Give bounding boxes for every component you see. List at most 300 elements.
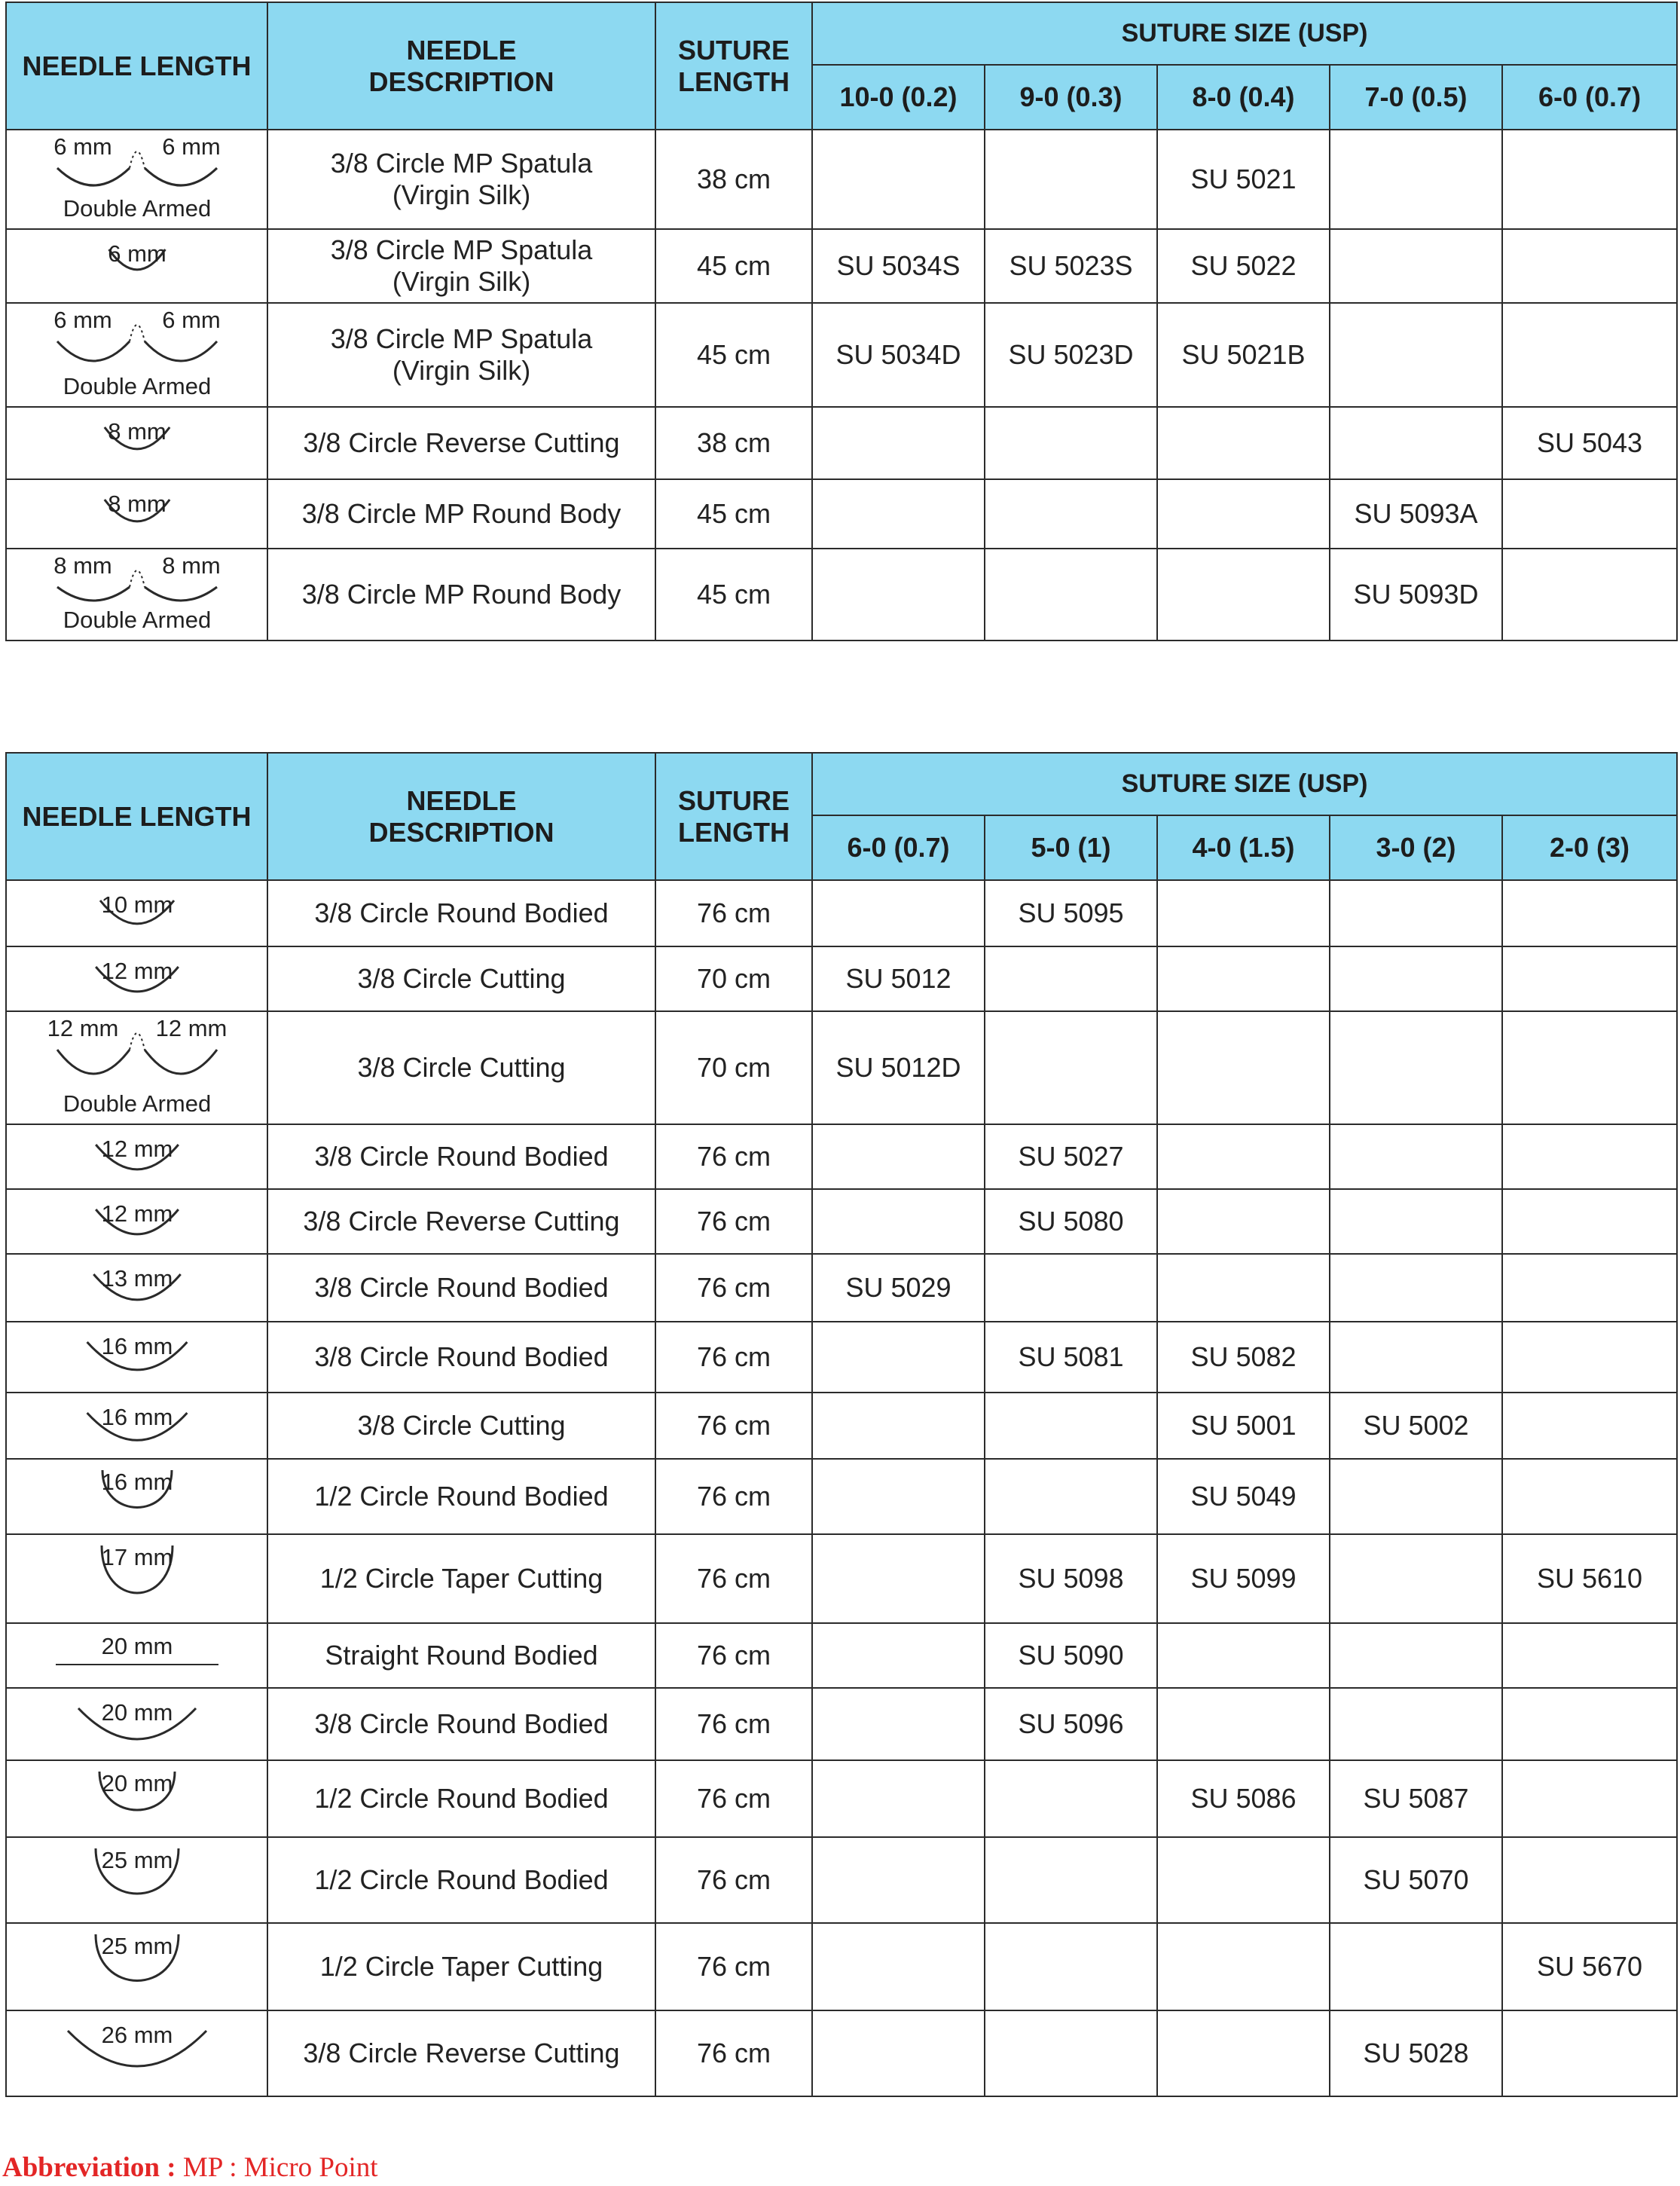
needle-description-cell bbox=[267, 2010, 655, 2096]
needle-description-line: 3/8 Circle MP Spatula bbox=[330, 148, 593, 179]
product-code-cell bbox=[1502, 1760, 1677, 1837]
needle-diagram bbox=[9, 1536, 265, 1621]
needle-diagram bbox=[9, 132, 265, 227]
product-code-cell: SU 5027 bbox=[985, 1124, 1157, 1189]
product-code-cell bbox=[1502, 1623, 1677, 1688]
table-row bbox=[6, 549, 1677, 641]
needle-description-line: 3/8 Circle Round Bodied bbox=[314, 897, 609, 928]
product-code-cell: SU 5028 bbox=[1330, 2010, 1502, 2096]
product-code-cell: SU 5001 bbox=[1157, 1393, 1330, 1459]
needle-description-cell bbox=[267, 407, 655, 479]
product-code-cell bbox=[1502, 229, 1677, 303]
product-code-cell bbox=[985, 946, 1157, 1011]
product-code-cell bbox=[1502, 946, 1677, 1011]
product-code-cell: SU 5093A bbox=[1330, 479, 1502, 549]
product-code-cell: SU 5086 bbox=[1157, 1760, 1330, 1837]
product-code-cell: SU 5090 bbox=[985, 1623, 1157, 1688]
header-size-col-4: 6-0 (0.7) bbox=[1502, 65, 1677, 130]
product-code-cell bbox=[1330, 1189, 1502, 1254]
needle-description-cell bbox=[267, 1189, 655, 1254]
product-code-cell bbox=[1157, 880, 1330, 946]
needle-length-label-2: 12 mm bbox=[155, 1015, 227, 1041]
product-code-cell bbox=[1502, 1688, 1677, 1760]
needle-arc-left bbox=[57, 587, 130, 601]
needle-description-cell bbox=[267, 1011, 655, 1124]
needle-diagram bbox=[9, 1925, 265, 2008]
suture-length-cell: 76 cm bbox=[655, 1124, 812, 1189]
suture-length-cell: 76 cm bbox=[655, 1322, 812, 1393]
product-code-cell bbox=[1330, 1254, 1502, 1322]
suture-length-cell: 38 cm bbox=[655, 407, 812, 479]
needle-length-label: 12 mm bbox=[47, 1015, 118, 1041]
needle-description-cell bbox=[267, 1837, 655, 1923]
needle-length-cell bbox=[6, 1254, 267, 1322]
needle-description-cell bbox=[267, 1459, 655, 1534]
needle-length-label: 6 mm bbox=[53, 307, 112, 333]
needle-description-line: 3/8 Circle Reverse Cutting bbox=[303, 427, 620, 458]
suture-table-1 bbox=[5, 2, 1678, 641]
product-code-cell bbox=[812, 1760, 985, 1837]
header-line: LENGTH bbox=[678, 66, 790, 97]
product-code-cell: SU 5012D bbox=[812, 1011, 985, 1124]
needle-length-cell bbox=[6, 303, 267, 407]
product-code-cell: SU 5099 bbox=[1157, 1534, 1330, 1623]
needle-diagram bbox=[9, 882, 265, 944]
needle-length-cell bbox=[6, 1534, 267, 1623]
suture-length-cell: 76 cm bbox=[655, 1393, 812, 1459]
header-line: NEEDLE bbox=[406, 784, 517, 816]
product-code-cell bbox=[985, 549, 1157, 641]
product-code-cell bbox=[812, 1393, 985, 1459]
needle-length-cell bbox=[6, 549, 267, 641]
needle-length-label: 8 mm bbox=[107, 418, 166, 445]
needle-length-label: 16 mm bbox=[101, 1469, 173, 1495]
product-code-cell bbox=[1502, 1124, 1677, 1189]
product-code-cell bbox=[1330, 130, 1502, 229]
needle-length-label: 16 mm bbox=[101, 1404, 173, 1430]
product-code-cell bbox=[1330, 229, 1502, 303]
needle-description-line: 3/8 Circle MP Round Body bbox=[301, 579, 622, 610]
table-row bbox=[6, 1254, 1677, 1322]
product-code-cell bbox=[985, 479, 1157, 549]
product-code-cell bbox=[1157, 2010, 1330, 2096]
product-code-cell bbox=[1502, 2010, 1677, 2096]
product-code-cell: SU 5002 bbox=[1330, 1393, 1502, 1459]
suture-length-cell: 76 cm bbox=[655, 1189, 812, 1254]
product-code-cell: SU 5093D bbox=[1330, 549, 1502, 641]
table-row bbox=[6, 407, 1677, 479]
needle-diagram bbox=[9, 1625, 265, 1686]
product-code-cell bbox=[812, 1837, 985, 1923]
header-size-col-2: 8-0 (0.4) bbox=[1157, 65, 1330, 130]
needle-description-cell bbox=[267, 1760, 655, 1837]
needle-caption: Double Armed bbox=[63, 195, 211, 222]
header-suture-size: SUTURE SIZE (USP) bbox=[812, 753, 1677, 815]
needle-description-line: 3/8 Circle Round Bodied bbox=[314, 1708, 609, 1739]
suture-length-cell: 76 cm bbox=[655, 1254, 812, 1322]
product-code-cell bbox=[1157, 1688, 1330, 1760]
needle-length-label: 10 mm bbox=[101, 891, 173, 918]
needle-description-cell bbox=[267, 549, 655, 641]
needle-length-label: 20 mm bbox=[101, 1633, 173, 1659]
product-code-cell bbox=[1502, 880, 1677, 946]
needle-length-label: 16 mm bbox=[101, 1333, 173, 1359]
product-code-cell: SU 5022 bbox=[1157, 229, 1330, 303]
needle-diagram bbox=[9, 1395, 265, 1457]
product-code-cell: SU 5096 bbox=[985, 1688, 1157, 1760]
needle-length-label: 12 mm bbox=[101, 958, 173, 984]
header-size-col-3: 3-0 (2) bbox=[1330, 815, 1502, 880]
suture-length-cell: 70 cm bbox=[655, 946, 812, 1011]
suture-thread bbox=[130, 1033, 145, 1050]
abbreviation-note bbox=[2, 2151, 378, 2184]
product-code-cell bbox=[985, 1923, 1157, 2010]
product-code-cell bbox=[1330, 1011, 1502, 1124]
suture-length-cell: 76 cm bbox=[655, 1534, 812, 1623]
product-code-cell bbox=[985, 1760, 1157, 1837]
product-code-cell: SU 5081 bbox=[985, 1322, 1157, 1393]
needle-diagram bbox=[9, 2013, 265, 2094]
product-code-cell bbox=[1330, 1688, 1502, 1760]
needle-length-label-2: 6 mm bbox=[161, 307, 221, 333]
product-code-cell bbox=[1330, 1322, 1502, 1393]
needle-description-line: 3/8 Circle MP Spatula bbox=[330, 323, 593, 354]
product-code-cell bbox=[1157, 1837, 1330, 1923]
needle-length-label: 8 mm bbox=[107, 491, 166, 517]
header-size-col-0: 6-0 (0.7) bbox=[812, 815, 985, 880]
product-code-cell: SU 5034D bbox=[812, 303, 985, 407]
table-row bbox=[6, 2010, 1677, 2096]
product-code-cell bbox=[1330, 1459, 1502, 1534]
suture-length-cell: 76 cm bbox=[655, 880, 812, 946]
table-row bbox=[6, 880, 1677, 946]
needle-length-cell bbox=[6, 1393, 267, 1459]
table-row bbox=[6, 1459, 1677, 1534]
product-code-cell bbox=[1157, 1124, 1330, 1189]
product-code-cell: SU 5080 bbox=[985, 1189, 1157, 1254]
header-needle-length: NEEDLE LENGTH bbox=[6, 2, 267, 130]
header-needle-description bbox=[267, 753, 655, 880]
header-suture-size: SUTURE SIZE (USP) bbox=[812, 2, 1677, 65]
needle-length-label-2: 8 mm bbox=[161, 552, 221, 579]
needle-description-line: 3/8 Circle Reverse Cutting bbox=[303, 1206, 620, 1237]
needle-description-line: 1/2 Circle Taper Cutting bbox=[319, 1951, 603, 1982]
needle-diagram bbox=[9, 1839, 265, 1921]
needle-length-cell bbox=[6, 229, 267, 303]
product-code-cell bbox=[1502, 1254, 1677, 1322]
suture-thread bbox=[130, 325, 145, 341]
needle-length-cell bbox=[6, 880, 267, 946]
needle-description-line: (Virgin Silk) bbox=[392, 266, 531, 297]
suture-length-cell: 38 cm bbox=[655, 130, 812, 229]
product-code-cell bbox=[1502, 1459, 1677, 1534]
needle-length-label: 12 mm bbox=[101, 1136, 173, 1162]
product-code-cell bbox=[985, 1393, 1157, 1459]
needle-length-cell bbox=[6, 1322, 267, 1393]
product-code-cell bbox=[812, 1322, 985, 1393]
product-code-cell bbox=[1157, 1011, 1330, 1124]
product-code-cell: SU 5043 bbox=[1502, 407, 1677, 479]
product-code-cell bbox=[1330, 1923, 1502, 2010]
header-size-col-2: 4-0 (1.5) bbox=[1157, 815, 1330, 880]
needle-arc-left bbox=[57, 1050, 130, 1074]
product-code-cell bbox=[985, 2010, 1157, 2096]
needle-arc-right bbox=[145, 587, 217, 601]
needle-length-cell bbox=[6, 1623, 267, 1688]
header-line: DESCRIPTION bbox=[368, 66, 554, 97]
needle-diagram bbox=[9, 551, 265, 638]
product-code-cell: SU 5023S bbox=[985, 229, 1157, 303]
product-code-cell bbox=[812, 1923, 985, 2010]
needle-description-line: 1/2 Circle Round Bodied bbox=[314, 1481, 609, 1512]
product-code-cell bbox=[812, 880, 985, 946]
product-code-cell bbox=[812, 1688, 985, 1760]
table-row bbox=[6, 1124, 1677, 1189]
needle-arc-right bbox=[145, 168, 217, 185]
needle-length-cell bbox=[6, 1011, 267, 1124]
needle-diagram bbox=[9, 949, 265, 1009]
product-code-cell bbox=[985, 1011, 1157, 1124]
needle-length-cell bbox=[6, 1760, 267, 1837]
table-row bbox=[6, 946, 1677, 1011]
table-row bbox=[6, 130, 1677, 229]
table-row bbox=[6, 229, 1677, 303]
needle-length-cell bbox=[6, 946, 267, 1011]
product-code-cell: SU 5049 bbox=[1157, 1459, 1330, 1534]
needle-length-cell bbox=[6, 130, 267, 229]
needle-length-cell bbox=[6, 1459, 267, 1534]
suture-length-cell: 45 cm bbox=[655, 549, 812, 641]
product-code-cell bbox=[1330, 946, 1502, 1011]
product-code-cell bbox=[1330, 1534, 1502, 1623]
table-row bbox=[6, 1623, 1677, 1688]
abbreviation-label: Abbreviation : bbox=[2, 2152, 176, 2183]
product-code-cell bbox=[1330, 1623, 1502, 1688]
product-code-cell bbox=[1502, 303, 1677, 407]
table-row bbox=[6, 479, 1677, 549]
needle-diagram bbox=[9, 1690, 265, 1758]
needle-description-line: Straight Round Bodied bbox=[325, 1640, 598, 1671]
needle-length-label: 25 mm bbox=[101, 1847, 173, 1873]
needle-description-line: 3/8 Circle MP Round Body bbox=[301, 498, 622, 529]
needle-description-line: 1/2 Circle Taper Cutting bbox=[319, 1563, 603, 1594]
needle-length-label: 13 mm bbox=[101, 1265, 173, 1292]
needle-arc-right bbox=[145, 341, 217, 361]
needle-description-line: 3/8 Circle Round Bodied bbox=[314, 1141, 609, 1172]
needle-diagram bbox=[9, 1014, 265, 1122]
product-code-cell bbox=[1330, 1124, 1502, 1189]
product-code-cell: SU 5034S bbox=[812, 229, 985, 303]
product-code-cell: SU 5012 bbox=[812, 946, 985, 1011]
needle-length-label: 20 mm bbox=[101, 1770, 173, 1796]
needle-arc-right bbox=[145, 1050, 217, 1074]
needle-description-cell bbox=[267, 1534, 655, 1623]
product-code-cell bbox=[1502, 1393, 1677, 1459]
needle-diagram bbox=[9, 1763, 265, 1835]
product-code-cell bbox=[1157, 1623, 1330, 1688]
header-size-col-1: 9-0 (0.3) bbox=[985, 65, 1157, 130]
product-code-cell: SU 5029 bbox=[812, 1254, 985, 1322]
needle-description-line: 3/8 Circle Round Bodied bbox=[314, 1341, 609, 1372]
product-code-cell bbox=[1157, 1254, 1330, 1322]
needle-description-cell bbox=[267, 303, 655, 407]
product-code-cell: SU 5087 bbox=[1330, 1760, 1502, 1837]
table-row bbox=[6, 1760, 1677, 1837]
product-code-cell: SU 5098 bbox=[985, 1534, 1157, 1623]
table-row bbox=[6, 1837, 1677, 1923]
needle-length-label: 26 mm bbox=[101, 2022, 173, 2048]
product-code-cell bbox=[1157, 549, 1330, 641]
product-code-cell: SU 5023D bbox=[985, 303, 1157, 407]
needle-description-cell bbox=[267, 1393, 655, 1459]
needle-diagram bbox=[9, 482, 265, 546]
needle-description-line: 3/8 Circle Cutting bbox=[357, 1052, 566, 1083]
needle-length-label-2: 6 mm bbox=[161, 133, 221, 160]
suture-length-cell: 45 cm bbox=[655, 229, 812, 303]
product-code-cell bbox=[1157, 407, 1330, 479]
needle-description-cell bbox=[267, 880, 655, 946]
needle-description-cell bbox=[267, 1623, 655, 1688]
header-line: SUTURE bbox=[677, 784, 790, 816]
suture-thread bbox=[130, 151, 145, 168]
product-code-cell bbox=[1330, 880, 1502, 946]
needle-length-label: 6 mm bbox=[53, 133, 112, 160]
needle-diagram bbox=[9, 1324, 265, 1390]
header-line: NEEDLE bbox=[406, 34, 517, 66]
product-code-cell bbox=[1330, 407, 1502, 479]
needle-description-line: 3/8 Circle Reverse Cutting bbox=[303, 2038, 620, 2068]
needle-arc-left bbox=[57, 168, 130, 185]
needle-description-cell bbox=[267, 479, 655, 549]
product-code-cell: SU 5670 bbox=[1502, 1923, 1677, 2010]
product-code-cell bbox=[812, 1459, 985, 1534]
table-row bbox=[6, 1923, 1677, 2010]
needle-diagram bbox=[9, 1461, 265, 1532]
needle-arc-left bbox=[57, 341, 130, 361]
needle-length-cell bbox=[6, 1124, 267, 1189]
table-row bbox=[6, 1393, 1677, 1459]
suture-length-cell: 45 cm bbox=[655, 479, 812, 549]
product-code-cell bbox=[812, 2010, 985, 2096]
suture-length-cell: 76 cm bbox=[655, 1623, 812, 1688]
needle-description-cell bbox=[267, 1322, 655, 1393]
product-code-cell: SU 5021 bbox=[1157, 130, 1330, 229]
product-code-cell bbox=[1157, 1189, 1330, 1254]
product-code-cell bbox=[812, 407, 985, 479]
needle-length-cell bbox=[6, 407, 267, 479]
product-code-cell bbox=[812, 1534, 985, 1623]
table-row bbox=[6, 1534, 1677, 1623]
product-code-cell bbox=[1157, 479, 1330, 549]
header-needle-length: NEEDLE LENGTH bbox=[6, 753, 267, 880]
needle-length-label: 12 mm bbox=[101, 1200, 173, 1227]
product-code-cell bbox=[1157, 1923, 1330, 2010]
product-code-cell bbox=[1502, 1322, 1677, 1393]
needle-length-cell bbox=[6, 2010, 267, 2096]
needle-length-label: 20 mm bbox=[101, 1699, 173, 1726]
header-size-col-4: 2-0 (3) bbox=[1502, 815, 1677, 880]
needle-diagram bbox=[9, 1256, 265, 1319]
needle-description-line: (Virgin Silk) bbox=[392, 355, 531, 386]
needle-description-cell bbox=[267, 1688, 655, 1760]
product-code-cell: SU 5095 bbox=[985, 880, 1157, 946]
product-code-cell bbox=[1157, 946, 1330, 1011]
header-suture-length bbox=[655, 2, 812, 130]
needle-diagram bbox=[9, 231, 265, 301]
needle-description-cell bbox=[267, 946, 655, 1011]
header-needle-description bbox=[267, 2, 655, 130]
needle-length-label: 6 mm bbox=[107, 240, 166, 267]
product-code-cell bbox=[812, 479, 985, 549]
needle-length-cell bbox=[6, 1189, 267, 1254]
product-code-cell bbox=[985, 1837, 1157, 1923]
needle-description-cell bbox=[267, 1923, 655, 2010]
needle-diagram bbox=[9, 409, 265, 477]
suture-length-cell: 76 cm bbox=[655, 1459, 812, 1534]
product-code-cell: SU 5610 bbox=[1502, 1534, 1677, 1623]
needle-description-cell bbox=[267, 130, 655, 229]
needle-description-line: (Virgin Silk) bbox=[392, 179, 531, 210]
product-code-cell: SU 5021B bbox=[1157, 303, 1330, 407]
product-code-cell bbox=[1502, 479, 1677, 549]
product-code-cell bbox=[812, 549, 985, 641]
header-line: SUTURE bbox=[677, 34, 790, 66]
suture-length-cell: 70 cm bbox=[655, 1011, 812, 1124]
needle-length-label: 17 mm bbox=[101, 1544, 173, 1570]
product-code-cell bbox=[1502, 1189, 1677, 1254]
product-code-cell: SU 5070 bbox=[1330, 1837, 1502, 1923]
needle-description-line: 1/2 Circle Round Bodied bbox=[314, 1864, 609, 1895]
product-code-cell bbox=[985, 407, 1157, 479]
header-size-col-3: 7-0 (0.5) bbox=[1330, 65, 1502, 130]
abbreviation-text: MP : Micro Point bbox=[182, 2152, 378, 2183]
needle-diagram bbox=[9, 305, 265, 405]
needle-length-label: 8 mm bbox=[53, 552, 112, 579]
product-code-cell bbox=[1502, 1011, 1677, 1124]
table-row bbox=[6, 1688, 1677, 1760]
needle-description-cell bbox=[267, 229, 655, 303]
suture-length-cell: 76 cm bbox=[655, 1760, 812, 1837]
needle-caption: Double Armed bbox=[63, 1090, 211, 1117]
needle-description-cell bbox=[267, 1254, 655, 1322]
suture-thread bbox=[130, 570, 145, 587]
suture-table-2 bbox=[5, 752, 1678, 2097]
table-row bbox=[6, 1011, 1677, 1124]
table-row bbox=[6, 1189, 1677, 1254]
needle-description-line: 3/8 Circle Round Bodied bbox=[314, 1272, 609, 1303]
product-code-cell bbox=[812, 130, 985, 229]
product-code-cell bbox=[812, 1124, 985, 1189]
product-code-cell: SU 5082 bbox=[1157, 1322, 1330, 1393]
header-line: DESCRIPTION bbox=[368, 816, 554, 848]
suture-length-cell: 76 cm bbox=[655, 2010, 812, 2096]
suture-length-cell: 76 cm bbox=[655, 1688, 812, 1760]
suture-length-cell: 76 cm bbox=[655, 1837, 812, 1923]
product-code-cell bbox=[812, 1623, 985, 1688]
product-code-cell bbox=[985, 1459, 1157, 1534]
header-suture-length bbox=[655, 753, 812, 880]
suture-length-cell: 76 cm bbox=[655, 1923, 812, 2010]
needle-description-line: 1/2 Circle Round Bodied bbox=[314, 1783, 609, 1814]
needle-caption: Double Armed bbox=[63, 373, 211, 399]
table-row bbox=[6, 1322, 1677, 1393]
needle-length-cell bbox=[6, 1923, 267, 2010]
header-size-col-0: 10-0 (0.2) bbox=[812, 65, 985, 130]
needle-length-label: 25 mm bbox=[101, 1933, 173, 1959]
product-code-cell bbox=[985, 1254, 1157, 1322]
header-line: LENGTH bbox=[678, 816, 790, 848]
header-size-col-1: 5-0 (1) bbox=[985, 815, 1157, 880]
